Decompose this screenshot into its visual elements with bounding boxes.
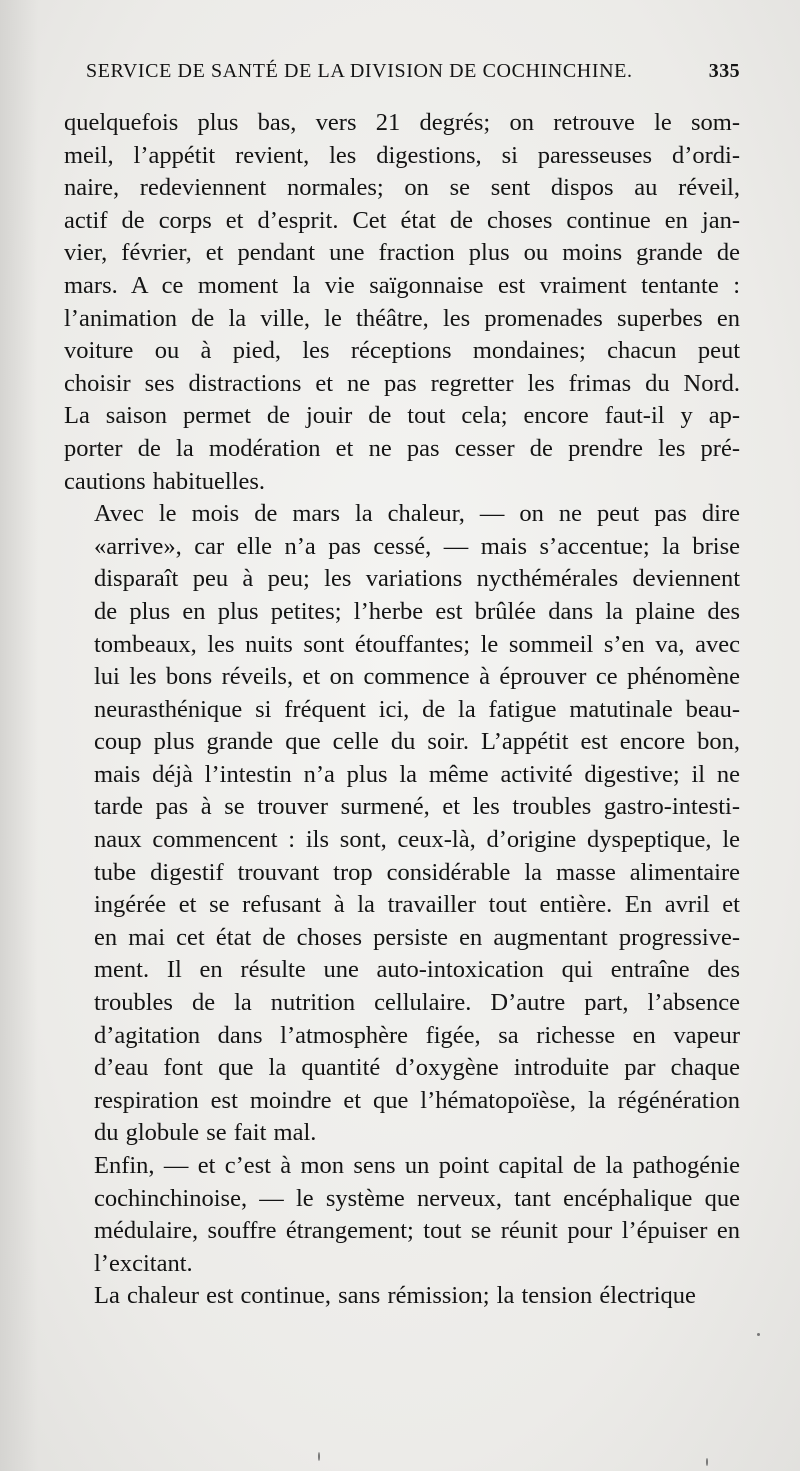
print-speck [757, 1333, 760, 1336]
text-line: en mai cet état de choses persiste en augmentant progressive- [94, 923, 740, 951]
print-speck [706, 1458, 708, 1466]
paragraph [64, 107, 740, 498]
text-line: tarde pas à se trouver surmené, et les troubles gastro-intesti- [94, 793, 740, 821]
text-line: porter de la modération et ne pas cesser de prendre les pré- [64, 434, 740, 462]
text-line: tombeaux, les nuits sont étouffantes; le sommeil s’en va, avec [94, 630, 740, 658]
text-line: voiture ou à pied, les réceptions mondaines; chacun peut [64, 337, 740, 365]
body-text [64, 107, 740, 1313]
text-line: meil, l’appétit revient, les digestions, si paresseuses d’ordi- [64, 141, 740, 169]
text-line: cautions habituelles. [64, 467, 266, 495]
text-line: médulaire, souffre étrangement; tout se réunit pour l’épuiser en [94, 1217, 740, 1245]
text-line: Avec le mois de mars la chaleur, — on ne peut pas dire [94, 500, 740, 528]
text-line: naux commencent : ils sont, ceux-là, d’origine dyspeptique, le [94, 826, 740, 854]
text-line: d’agitation dans l’atmosphère figée, sa richesse en vapeur [94, 1021, 740, 1049]
text-line: ment. Il en résulte une auto-intoxication qui entraîne des [94, 956, 740, 984]
text-line: Enfin, — et c’est à mon sens un point capital de la pathogénie [94, 1152, 740, 1179]
text-line: de plus en plus petites; l’herbe est brûlée dans la plaine des [94, 597, 740, 625]
text-line: vier, février, et pendant une fraction plus ou moins grande de [64, 239, 740, 267]
text-line: du globule se fait mal. [94, 1119, 317, 1147]
text-line: troubles de la nutrition cellulaire. D’autre part, l’absence [94, 989, 740, 1017]
text-line: choisir ses distractions et ne pas regretter les frimas du Nord. [64, 369, 740, 397]
text-line: respiration est moindre et que l’hématopoïèse, la régénération [94, 1086, 740, 1114]
text-line: «arrive», car elle n’a pas cessé, — mais s’accentue; la brise [94, 532, 740, 560]
text-line: coup plus grande que celle du soir. L’appétit est encore bon, [94, 728, 740, 756]
page-gutter-shadow [0, 0, 38, 1471]
paragraph [64, 498, 740, 1150]
text-line: naire, redeviennent normales; on se sent dispos au réveil, [64, 174, 740, 202]
running-head [86, 60, 740, 90]
text-line: La saison permet de jouir de tout cela; encore faut-il y ap- [64, 402, 740, 430]
print-speck [318, 1452, 320, 1461]
paragraph [64, 1150, 740, 1280]
text-line: tube digestif trouvant trop considérable la masse alimentaire [94, 858, 740, 886]
text-line: neurasthénique si fréquent ici, de la fatigue matutinale beau- [94, 695, 740, 723]
paragraph [64, 1280, 740, 1313]
text-line: ingérée et se refusant à la travailler tout entière. En avril et [94, 891, 740, 919]
text-line: l’excitant. [94, 1249, 193, 1277]
text-line: La chaleur est continue, sans rémission; la tension électrique [94, 1282, 696, 1310]
text-line: actif de corps et d’esprit. Cet état de choses continue en jan- [64, 206, 740, 234]
text-line: d’eau font que la quantité d’oxygène introduite par chaque [94, 1054, 740, 1082]
text-line: l’animation de la ville, le théâtre, les promenades superbes en [64, 304, 740, 332]
text-line: cochinchinoise, — le système nerveux, tant encéphalique que [94, 1184, 740, 1212]
text-line: quelquefois plus bas, vers 21 degrés; on retrouve le som- [64, 109, 740, 136]
page-number: 335 [708, 60, 740, 82]
text-line: mais déjà l’intestin n’a plus la même activité digestive; il ne [94, 760, 740, 788]
text-line: mars. A ce moment la vie saïgonnaise est vraiment tentante : [64, 271, 740, 299]
running-title: SERVICE DE SANTÉ DE LA DIVISION DE COCHINCHINE. [86, 60, 633, 82]
text-line: lui les bons réveils, et on commence à éprouver ce phénomène [94, 663, 740, 691]
text-line: disparaît peu à peu; les variations nycthémérales deviennent [94, 565, 740, 593]
